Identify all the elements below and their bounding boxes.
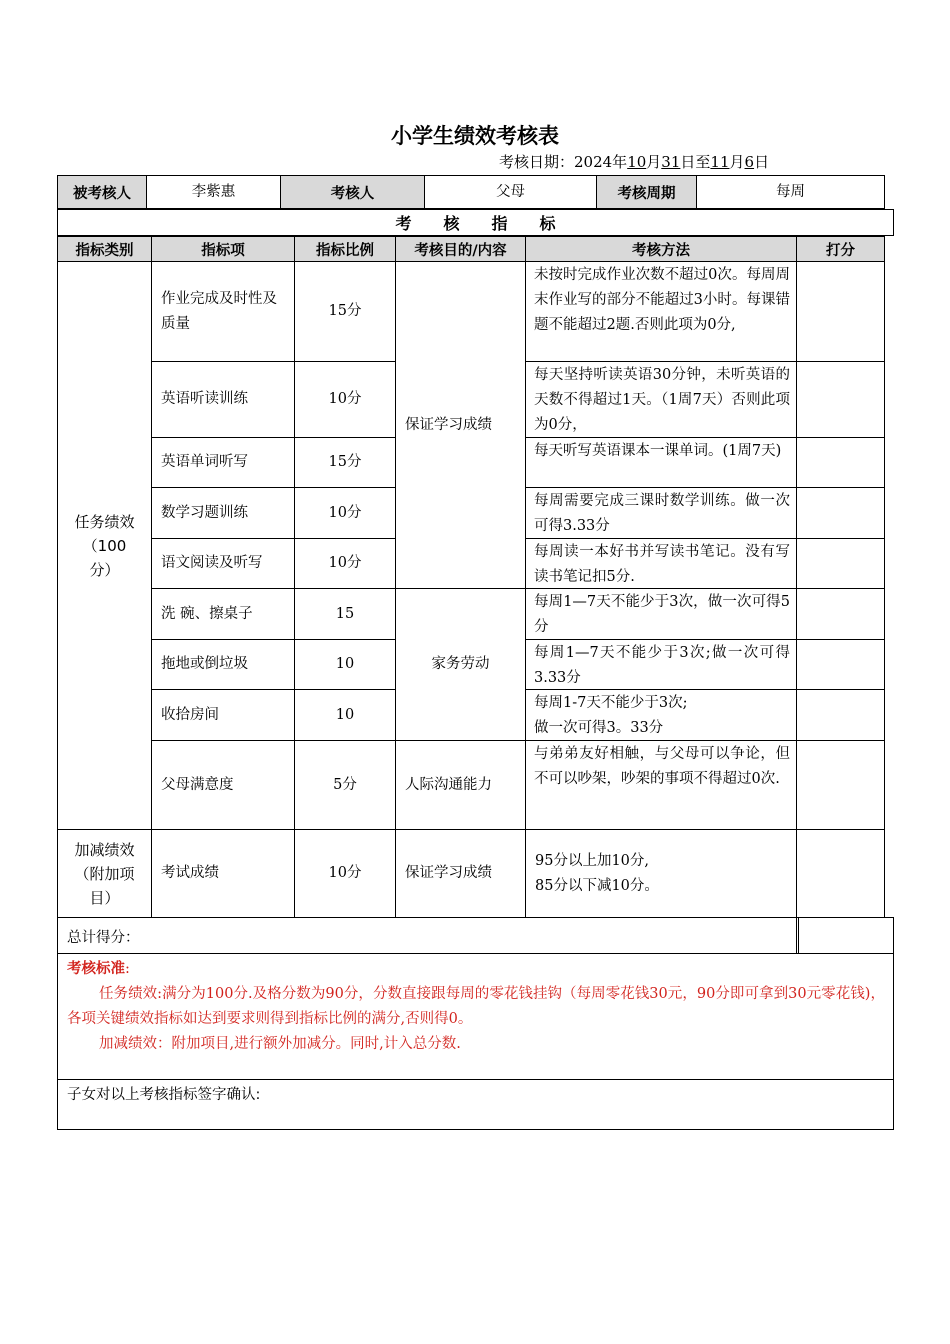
standard-task-paragraph: 任务绩效:满分为100分.及格分数为90分，分数直接跟每周的零花钱挂钩（每周零花钱30元，90分即可拿到30元零花钱)，各项关键绩效指标如达到要求则得到指标比例的满分,否则得0。 — [67, 986, 885, 1027]
table-row-item: 父母满意度 — [151, 740, 295, 830]
assessor-value: 父母 — [424, 175, 597, 209]
table-row-ratio: 15分 — [294, 261, 396, 362]
table-row-item: 英语单词听写 — [151, 437, 295, 488]
table-row-ratio: 10 — [294, 689, 396, 741]
table-row-method: 每天听写英语课本一课单词。(1周7天) — [525, 437, 797, 488]
table-row-item: 英语听读训练 — [151, 361, 295, 438]
purpose-communication: 人际沟通能力 — [395, 740, 526, 830]
period-value: 每周 — [696, 175, 885, 209]
purpose-study: 保证学习成绩 — [395, 261, 526, 589]
table-row-score[interactable] — [796, 639, 885, 690]
table-row-method: 与弟弟友好相触，与父母可以争论，但不可以吵架，吵架的事项不得超过0次. — [525, 740, 797, 830]
table-row-ratio: 10 — [294, 639, 396, 690]
table-row-item: 拖地或倒垃圾 — [151, 639, 295, 690]
col-header-category: 指标类别 — [57, 236, 152, 262]
table-row-item: 考试成绩 — [151, 829, 295, 918]
table-row-item: 收拾房间 — [151, 689, 295, 741]
purpose-housework: 家务劳动 — [395, 588, 526, 741]
table-row-item: 数学习题训练 — [151, 487, 295, 539]
table-row-method: 每周1—7天不能少于3次;做一次可得3.33分 — [525, 639, 797, 690]
signature-confirmation[interactable]: 子女对以上考核指标签字确认: — [57, 1079, 894, 1130]
assessment-standard: 考核标准: 任务绩效:满分为100分.及格分数为90分，分数直接跟每周的零花钱挂钩（每周零花钱30元，90分即可拿到30元零花钱)，各项关键绩效指标如达到要求则得到指标比例的满分,否则得0。 加减绩效：附加项目,进行额外加减分。同时,计入总分数. — [57, 953, 894, 1080]
category-task: 任务绩效 （100 分） — [57, 261, 152, 830]
table-row-score[interactable] — [796, 689, 885, 741]
table-row-item: 语文阅读及听写 — [151, 538, 295, 589]
col-header-purpose: 考核目的/内容 — [395, 236, 526, 262]
total-score-value[interactable] — [796, 917, 894, 954]
assessor-label: 考核人 — [280, 175, 425, 209]
assessee-label: 被考核人 — [57, 175, 147, 209]
table-row-ratio: 15 — [294, 588, 396, 640]
assessee-value: 李紫惠 — [146, 175, 281, 209]
table-row-method: 每天坚持听读英语30分钟，未听英语的天数不得超过1天。（1周7天）否则此项为0分， — [525, 361, 797, 438]
col-header-method: 考核方法 — [525, 236, 797, 262]
table-row-score[interactable] — [796, 538, 885, 589]
table-row-ratio: 10分 — [294, 829, 396, 918]
table-row-item: 作业完成及时性及质量 — [151, 261, 295, 362]
page-title: 小学生绩效考核表 — [391, 124, 559, 148]
table-row-ratio: 10分 — [294, 361, 396, 438]
table-row-method: 未按时完成作业次数不超过0次。每周周末作业写的部分不能超过3小时。每课错题不能超过2题.否则此项为0分, — [525, 261, 797, 362]
col-header-score: 打分 — [796, 236, 885, 262]
table-row-method: 每周1—7天不能少于3次，做一次可得5分 — [525, 588, 797, 640]
table-row-score[interactable] — [796, 361, 885, 438]
table-row-method: 每周读一本好书并写读书笔记。没有写读书笔记扣5分. — [525, 538, 797, 589]
table-row-ratio: 5分 — [294, 740, 396, 830]
period-label: 考核周期 — [596, 175, 697, 209]
table-row-method: 95分以上加10分, 85分以下减10分。 — [525, 829, 797, 918]
table-row-score[interactable] — [796, 261, 885, 362]
category-bonus: 加减绩效 （附加项 目） — [57, 829, 152, 918]
table-row-score[interactable] — [796, 437, 885, 488]
table-row-item: 洗 碗、擦桌子 — [151, 588, 295, 640]
col-header-item: 指标项 — [151, 236, 295, 262]
section-title: 考 核 指 标 — [57, 209, 894, 236]
assessment-date: 考核日期：2024年10月31日至11月6日 — [499, 153, 770, 171]
standard-label: 考核标准 — [67, 961, 125, 977]
table-row-method: 每周1-7天不能少于3次; 做一次可得3。33分 — [525, 689, 797, 741]
table-row-ratio: 10分 — [294, 487, 396, 539]
standard-bonus-paragraph: 加减绩效：附加项目,进行额外加减分。同时,计入总分数. — [99, 1036, 461, 1052]
col-header-ratio: 指标比例 — [294, 236, 396, 262]
table-row-score[interactable] — [796, 487, 885, 539]
purpose-study-exam: 保证学习成绩 — [395, 829, 526, 918]
table-row-method: 每周需要完成三课时数学训练。做一次可得3.33分 — [525, 487, 797, 539]
table-row-ratio: 15分 — [294, 437, 396, 488]
total-score-label: 总计得分： — [57, 917, 797, 954]
table-row-score[interactable] — [796, 740, 885, 830]
table-row-score[interactable] — [796, 829, 885, 918]
table-row-score[interactable] — [796, 588, 885, 640]
table-row-ratio: 10分 — [294, 538, 396, 589]
